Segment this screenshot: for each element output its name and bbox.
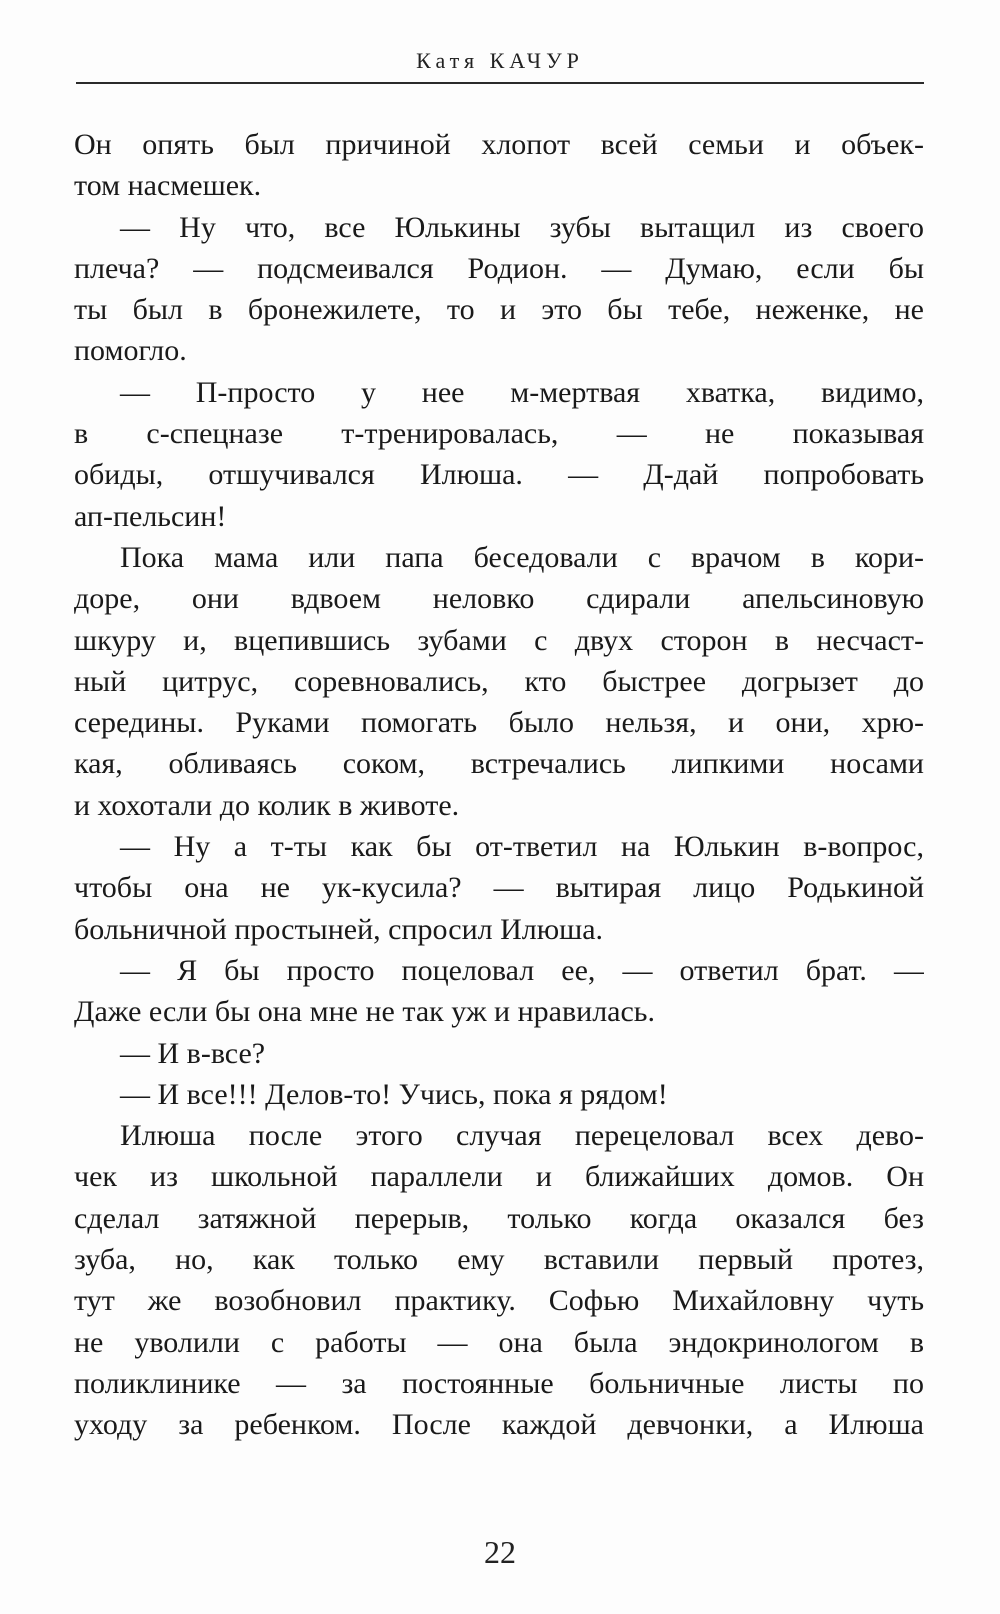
text-line: середины. Руками помогать было нельзя, и они, хрю- bbox=[74, 706, 924, 740]
text-line: зуба, но, как только ему вставили первый протез, bbox=[74, 1243, 924, 1277]
text-line: — И в-все? bbox=[120, 1036, 266, 1070]
text-line: Даже если бы она мне не так уж и нравилась. bbox=[74, 995, 655, 1029]
text-line: кая, обливаясь соком, встречались липкими носами bbox=[74, 747, 924, 781]
text-line: не уволили с работы — она была эндокринологом в bbox=[74, 1325, 924, 1359]
header-rule bbox=[76, 82, 924, 84]
text-line: сделал затяжной перерыв, только когда оказался без bbox=[74, 1201, 924, 1235]
text-line: — Ну что, все Юлькины зубы вытащил из своего bbox=[120, 210, 924, 244]
text-line: в с-спецназе т-тренировалась, — не показывая bbox=[74, 417, 924, 451]
text-line: доре, они вдвоем неловко сдирали апельсиновую bbox=[74, 582, 924, 616]
text-line: и хохотали до колик в животе. bbox=[74, 788, 460, 822]
text-line: тут же возобновил практику. Софью Михайловну чуть bbox=[74, 1284, 924, 1318]
text-line: чек из школьной параллели и ближайших домов. Он bbox=[74, 1160, 924, 1194]
text-line: Илюша после этого случая перецеловал всех дево- bbox=[120, 1119, 924, 1153]
text-line: поликлинике — за постоянные больничные листы по bbox=[74, 1366, 924, 1400]
text-line: — П-просто у нее м-мертвая хватка, видимо, bbox=[120, 375, 924, 409]
text-line: — И все!!! Делов-то! Учись, пока я рядом! bbox=[120, 1077, 668, 1111]
text-line: уходу за ребенком. После каждой девчонки, а Илюша bbox=[74, 1408, 924, 1442]
text-line: ты был в бронежилете, то и это бы тебе, неженке, не bbox=[74, 293, 924, 327]
running-head: Катя КАЧУР bbox=[416, 48, 584, 73]
page-number: 22 bbox=[484, 1534, 516, 1570]
text-line: Пока мама или папа беседовали с врачом в кори- bbox=[120, 540, 924, 574]
text-line: помогло. bbox=[74, 334, 187, 368]
text-line: обиды, отшучивался Илюша. — Д-дай попробовать bbox=[74, 458, 924, 492]
text-line: больничной простыней, спросил Илюша. bbox=[74, 912, 604, 946]
text-line: том насмешек. bbox=[74, 169, 262, 203]
text-line: — Ну а т-ты как бы от-тветил на Юлькин в-вопрос, bbox=[120, 830, 924, 864]
text-line: Он опять был причиной хлопот всей семьи и объек- bbox=[74, 128, 924, 161]
text-line: ный цитрус, соревновались, кто быстрее догрызет до bbox=[74, 664, 924, 698]
body-text bbox=[74, 124, 924, 1446]
text-line: чтобы она не ук-кусила? — вытирая лицо Родькиной bbox=[74, 871, 924, 905]
text-line: ап-пельсин! bbox=[74, 499, 227, 533]
text-line: шкуру и, вцепившись зубами с двух сторон в несчаст- bbox=[74, 623, 924, 657]
text-line: — Я бы просто поцеловал ее, — ответил брат. — bbox=[120, 953, 924, 987]
text-line: плеча? — подсмеивался Родион. — Думаю, если бы bbox=[74, 251, 924, 285]
